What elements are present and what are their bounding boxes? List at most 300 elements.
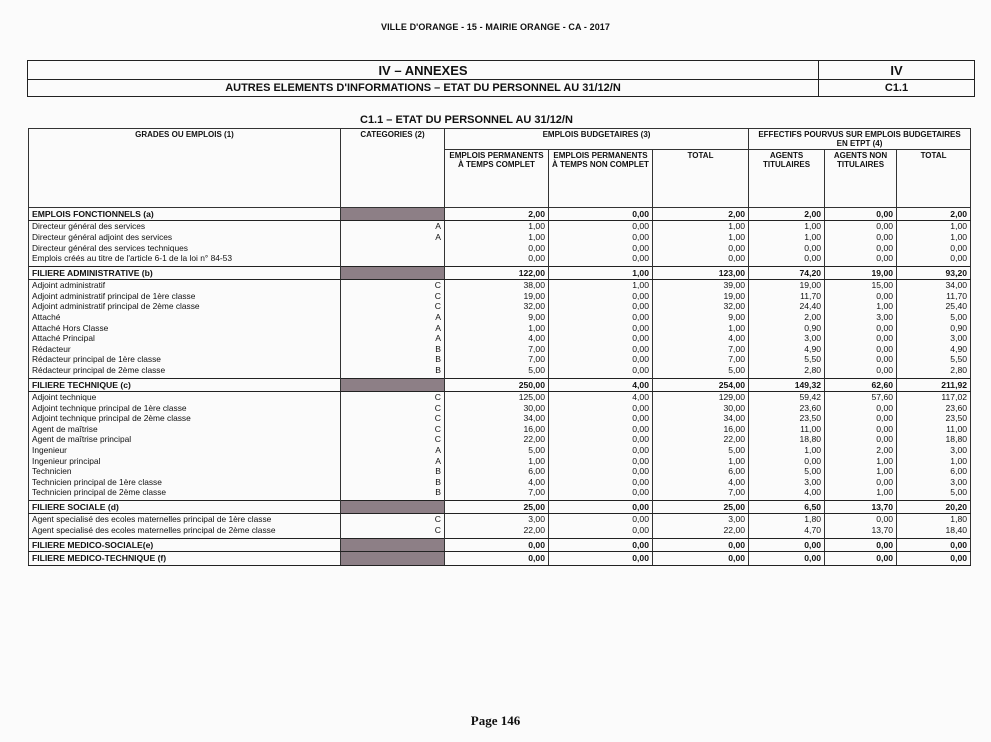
grade-value: 1,00 <box>653 456 749 467</box>
grade-label: Rédacteur principal de 1ère classe <box>29 354 341 365</box>
table-row <box>29 232 971 243</box>
grade-category: B <box>341 477 445 488</box>
header-total-effectifs: TOTAL <box>897 149 971 207</box>
table-row <box>29 301 971 312</box>
section-total-value: 0,00 <box>653 538 749 552</box>
section-total-value: 62,60 <box>825 378 897 392</box>
header-budget-group: EMPLOIS BUDGETAIRES (3) <box>445 129 749 150</box>
grade-value: 0,00 <box>549 253 653 264</box>
grade-category: B <box>341 344 445 355</box>
table-row <box>29 445 971 456</box>
grade-label: Ingenieur principal <box>29 456 341 467</box>
grade-value: 125,00 <box>445 392 549 403</box>
grade-value: 15,00 <box>825 280 897 291</box>
grade-label: Technicien <box>29 466 341 477</box>
grade-value: 34,00 <box>445 413 549 424</box>
section-total-value: 6,50 <box>749 500 825 514</box>
section-total-row <box>29 266 971 280</box>
section-total-value: 0,00 <box>549 207 653 221</box>
grade-label: Attaché Hors Classe <box>29 323 341 334</box>
table-row <box>29 424 971 435</box>
annex-code: IV <box>890 62 903 78</box>
annex-subcode-cell <box>819 80 974 96</box>
section-total-row <box>29 207 971 221</box>
section-total-value: 2,00 <box>897 207 971 221</box>
grade-value: 7,00 <box>653 344 749 355</box>
grade-category: C <box>341 291 445 302</box>
grade-value: 0,00 <box>653 253 749 264</box>
section-label: FILIERE MEDICO-SOCIALE(e) <box>29 538 341 552</box>
section-total-value: 25,00 <box>653 500 749 514</box>
section-total-value: 19,00 <box>825 266 897 280</box>
grade-label: Adjoint administratif <box>29 280 341 291</box>
grade-value: 0,00 <box>897 243 971 254</box>
header-grades: GRADES OU EMPLOIS (1) <box>29 129 341 208</box>
grade-value: 0,00 <box>445 253 549 264</box>
grade-value: 0,00 <box>549 445 653 456</box>
grade-value: 23,60 <box>897 403 971 414</box>
grade-category: C <box>341 413 445 424</box>
grade-value: 7,00 <box>445 344 549 355</box>
header-non-titulaires: AGENTS NON TITULAIRES <box>825 149 897 207</box>
grade-category: C <box>341 424 445 435</box>
grade-value: 30,00 <box>445 403 549 414</box>
grade-value: 0,00 <box>549 354 653 365</box>
section-total-value: 2,00 <box>445 207 549 221</box>
grade-value: 1,00 <box>445 221 549 232</box>
grade-value: 1,00 <box>445 323 549 334</box>
grade-label: Adjoint administratif principal de 1ère classe <box>29 291 341 302</box>
grade-value: 22,00 <box>653 434 749 445</box>
table-row <box>29 525 971 536</box>
grade-value: 19,00 <box>653 291 749 302</box>
grade-value: 0,90 <box>749 323 825 334</box>
grade-category: A <box>341 221 445 232</box>
grade-value: 0,00 <box>825 354 897 365</box>
grade-label: Technicien principal de 1ère classe <box>29 477 341 488</box>
grade-value: 0,00 <box>825 514 897 525</box>
grade-label: Directeur général des services techniques <box>29 243 341 254</box>
grade-value: 7,00 <box>653 354 749 365</box>
grade-value: 3,00 <box>653 514 749 525</box>
grade-value: 0,00 <box>549 333 653 344</box>
grade-value: 5,00 <box>897 487 971 498</box>
grade-value: 0,00 <box>749 243 825 254</box>
section-total-value: 74,20 <box>749 266 825 280</box>
grade-value: 57,60 <box>825 392 897 403</box>
grade-value: 1,00 <box>825 487 897 498</box>
header-perm-complet: EMPLOIS PERMANENTS À TEMPS COMPLET <box>445 149 549 207</box>
grade-value: 0,00 <box>549 477 653 488</box>
grade-category: C <box>341 514 445 525</box>
grade-value: 1,00 <box>653 232 749 243</box>
grade-value: 0,00 <box>897 253 971 264</box>
grade-value: 1,80 <box>749 514 825 525</box>
grade-value: 0,00 <box>549 365 653 376</box>
grade-label: Technicien principal de 2ème classe <box>29 487 341 498</box>
header-effectifs-group: EFFECTIFS POURVUS SUR EMPLOIS BUDGETAIRES EN ETPT (4) <box>749 129 971 150</box>
grade-value: 3,00 <box>897 445 971 456</box>
annex-subtitle: AUTRES ELEMENTS D'INFORMATIONS – ETAT DU PERSONNEL AU 31/12/N <box>225 82 621 94</box>
grade-value: 0,00 <box>549 525 653 536</box>
annex-subtitle-row <box>28 79 974 96</box>
section-total-row <box>29 500 971 514</box>
grade-value: 0,00 <box>549 466 653 477</box>
grade-value: 0,00 <box>549 243 653 254</box>
section-total-value: 0,00 <box>897 552 971 566</box>
table-row <box>29 312 971 323</box>
grade-value: 5,00 <box>897 312 971 323</box>
section-total-value: 0,00 <box>549 500 653 514</box>
grade-value: 16,00 <box>445 424 549 435</box>
grade-value: 34,00 <box>897 280 971 291</box>
table-row <box>29 243 971 254</box>
grade-value: 22,00 <box>653 525 749 536</box>
grade-value: 23,50 <box>749 413 825 424</box>
section-total-row <box>29 538 971 552</box>
annex-subtitle-cell <box>28 80 819 96</box>
section-total-value: 0,00 <box>749 552 825 566</box>
grade-label: Ingenieur <box>29 445 341 456</box>
grade-value: 6,00 <box>445 466 549 477</box>
section-total-value: 0,00 <box>549 552 653 566</box>
grade-value: 0,00 <box>825 333 897 344</box>
grade-label: Attaché <box>29 312 341 323</box>
grade-value: 1,00 <box>549 280 653 291</box>
grade-value: 1,00 <box>749 445 825 456</box>
grade-value: 1,00 <box>897 221 971 232</box>
grade-value: 0,00 <box>825 323 897 334</box>
grade-value: 4,00 <box>445 333 549 344</box>
section-label: EMPLOIS FONCTIONNELS (a) <box>29 207 341 221</box>
grade-value: 5,00 <box>445 445 549 456</box>
grade-label: Rédacteur principal de 2ème classe <box>29 365 341 376</box>
grade-value: 0,00 <box>825 344 897 355</box>
annex-box <box>27 60 975 97</box>
grade-label: Adjoint technique <box>29 392 341 403</box>
grade-value: 11,70 <box>897 291 971 302</box>
grade-value: 0,00 <box>825 434 897 445</box>
section-total-value: 0,00 <box>825 538 897 552</box>
grade-category: C <box>341 525 445 536</box>
grade-value: 4,00 <box>445 477 549 488</box>
grade-category: C <box>341 280 445 291</box>
page-number: Page 146 <box>470 713 521 728</box>
grade-value: 0,00 <box>445 243 549 254</box>
grade-value: 5,50 <box>897 354 971 365</box>
grade-value: 5,00 <box>445 365 549 376</box>
grade-label: Agent specialisé des ecoles maternelles principal de 2ème classe <box>29 525 341 536</box>
grade-category: C <box>341 392 445 403</box>
header-total-budget: TOTAL <box>653 149 749 207</box>
grade-value: 0,00 <box>549 456 653 467</box>
section-total-value: 0,00 <box>653 552 749 566</box>
grade-category: C <box>341 403 445 414</box>
grade-value: 1,00 <box>825 456 897 467</box>
section-total-value: 149,32 <box>749 378 825 392</box>
grade-label: Emplois créés au titre de l'article 6-1 de la loi n° 84-53 <box>29 253 341 264</box>
grade-label: Adjoint administratif principal de 2ème classe <box>29 301 341 312</box>
grade-value: 4,00 <box>653 477 749 488</box>
table-row <box>29 392 971 403</box>
annex-title: IV – ANNEXES <box>378 62 468 78</box>
section-category-shade <box>341 538 445 552</box>
grade-label: Agent de maîtrise <box>29 424 341 435</box>
grade-value: 30,00 <box>653 403 749 414</box>
grade-value: 0,90 <box>897 323 971 334</box>
grade-value: 6,00 <box>897 466 971 477</box>
section-total-value: 0,00 <box>825 552 897 566</box>
grade-value: 0,00 <box>825 253 897 264</box>
grade-value: 7,00 <box>445 354 549 365</box>
grade-value: 0,00 <box>549 424 653 435</box>
grade-value: 24,40 <box>749 301 825 312</box>
grade-category: C <box>341 434 445 445</box>
section-total-value: 1,00 <box>549 266 653 280</box>
grade-value: 0,00 <box>825 232 897 243</box>
table-row <box>29 253 971 264</box>
section-total-value: 2,00 <box>653 207 749 221</box>
section-label: FILIERE TECHNIQUE (c) <box>29 378 341 392</box>
grade-value: 7,00 <box>445 487 549 498</box>
grade-value: 0,00 <box>549 323 653 334</box>
grade-value: 2,00 <box>825 445 897 456</box>
header-categories: CATEGORIES (2) <box>341 129 445 208</box>
grade-value: 129,00 <box>653 392 749 403</box>
annex-code-cell <box>819 61 974 79</box>
grade-value: 9,00 <box>445 312 549 323</box>
section-total-value: 4,00 <box>549 378 653 392</box>
grade-category: B <box>341 487 445 498</box>
grade-value: 3,00 <box>825 312 897 323</box>
grade-value: 9,00 <box>653 312 749 323</box>
table-row <box>29 413 971 424</box>
grade-value: 2,80 <box>897 365 971 376</box>
grade-value: 0,00 <box>825 291 897 302</box>
section-total-value: 0,00 <box>749 538 825 552</box>
grade-value: 4,00 <box>749 487 825 498</box>
grade-value: 0,00 <box>825 413 897 424</box>
grade-value: 2,80 <box>749 365 825 376</box>
table-row <box>29 323 971 334</box>
grade-value: 23,60 <box>749 403 825 414</box>
grade-value: 0,00 <box>549 514 653 525</box>
grade-value: 32,00 <box>653 301 749 312</box>
table-row <box>29 514 971 525</box>
grade-value: 0,00 <box>549 413 653 424</box>
grade-category <box>341 243 445 254</box>
grade-value: 4,70 <box>749 525 825 536</box>
annex-title-cell <box>28 61 819 79</box>
section-total-value: 0,00 <box>445 538 549 552</box>
annex-title-row <box>28 61 974 79</box>
grade-label: Attaché Principal <box>29 333 341 344</box>
grade-value: 11,00 <box>749 424 825 435</box>
grade-value: 0,00 <box>825 403 897 414</box>
grade-value: 38,00 <box>445 280 549 291</box>
grade-value: 0,00 <box>549 403 653 414</box>
grade-value: 25,40 <box>897 301 971 312</box>
grade-value: 22,00 <box>445 525 549 536</box>
table-row <box>29 365 971 376</box>
section-total-row <box>29 378 971 392</box>
table-row <box>29 466 971 477</box>
document-header: VILLE D'ORANGE - 15 - MAIRIE ORANGE - CA - 2017 <box>380 22 611 32</box>
grade-value: 1,00 <box>445 456 549 467</box>
grade-value: 1,00 <box>897 232 971 243</box>
grade-value: 5,50 <box>749 354 825 365</box>
grade-value: 1,00 <box>653 323 749 334</box>
grade-category: A <box>341 232 445 243</box>
grade-label: Adjoint technique principal de 2ème classe <box>29 413 341 424</box>
grade-value: 1,80 <box>897 514 971 525</box>
grade-label: Agent de maîtrise principal <box>29 434 341 445</box>
grade-value: 1,00 <box>897 456 971 467</box>
section-total-value: 93,20 <box>897 266 971 280</box>
grade-value: 3,00 <box>445 514 549 525</box>
table-caption: C1.1 – ETAT DU PERSONNEL AU 31/12/N <box>360 114 573 126</box>
grade-value: 0,00 <box>549 221 653 232</box>
section-total-row <box>29 552 971 566</box>
section-category-shade <box>341 552 445 566</box>
section-total-value: 0,00 <box>445 552 549 566</box>
grade-value: 117,02 <box>897 392 971 403</box>
grade-value: 0,00 <box>653 243 749 254</box>
grade-value: 19,00 <box>445 291 549 302</box>
section-total-value: 123,00 <box>653 266 749 280</box>
grade-value: 18,80 <box>897 434 971 445</box>
grade-value: 13,70 <box>825 525 897 536</box>
table-row <box>29 344 971 355</box>
grade-label: Adjoint technique principal de 1ère classe <box>29 403 341 414</box>
grade-value: 0,00 <box>749 456 825 467</box>
grade-label: Directeur général des services <box>29 221 341 232</box>
section-total-value: 13,70 <box>825 500 897 514</box>
section-category-shade <box>341 207 445 221</box>
section-total-value: 250,00 <box>445 378 549 392</box>
grade-value: 22,00 <box>445 434 549 445</box>
section-label: FILIERE MEDICO-TECHNIQUE (f) <box>29 552 341 566</box>
grade-value: 1,00 <box>445 232 549 243</box>
grade-category: A <box>341 312 445 323</box>
grade-value: 16,00 <box>653 424 749 435</box>
grade-value: 1,00 <box>749 232 825 243</box>
header-perm-non-complet: EMPLOIS PERMANENTS À TEMPS NON COMPLET <box>549 149 653 207</box>
table-row <box>29 221 971 232</box>
grade-value: 5,00 <box>653 365 749 376</box>
grade-value: 2,00 <box>749 312 825 323</box>
grade-category: A <box>341 323 445 334</box>
grade-category: B <box>341 466 445 477</box>
grade-value: 23,50 <box>897 413 971 424</box>
staff-table <box>28 128 971 566</box>
grade-value: 0,00 <box>749 253 825 264</box>
grade-value: 0,00 <box>549 312 653 323</box>
table-row <box>29 477 971 488</box>
grade-value: 0,00 <box>549 344 653 355</box>
grade-category: B <box>341 354 445 365</box>
table-row <box>29 333 971 344</box>
grade-value: 6,00 <box>653 466 749 477</box>
grade-value: 3,00 <box>749 477 825 488</box>
section-total-value: 211,92 <box>897 378 971 392</box>
grade-value: 7,00 <box>653 487 749 498</box>
section-total-value: 254,00 <box>653 378 749 392</box>
grade-value: 3,00 <box>897 477 971 488</box>
grade-value: 5,00 <box>749 466 825 477</box>
grade-value: 0,00 <box>549 487 653 498</box>
grade-label: Directeur général adjoint des services <box>29 232 341 243</box>
grade-category: C <box>341 301 445 312</box>
grade-value: 3,00 <box>897 333 971 344</box>
table-head <box>29 129 971 208</box>
grade-value: 5,00 <box>653 445 749 456</box>
grade-value: 18,80 <box>749 434 825 445</box>
grade-value: 0,00 <box>825 365 897 376</box>
grade-value: 0,00 <box>549 434 653 445</box>
grade-value: 0,00 <box>825 424 897 435</box>
grade-value: 34,00 <box>653 413 749 424</box>
grade-category <box>341 253 445 264</box>
table-body <box>29 207 971 565</box>
grade-value: 19,00 <box>749 280 825 291</box>
table-row <box>29 280 971 291</box>
annex-subcode: C1.1 <box>884 82 909 94</box>
section-label: FILIERE ADMINISTRATIVE (b) <box>29 266 341 280</box>
grade-value: 1,00 <box>749 221 825 232</box>
section-total-value: 2,00 <box>749 207 825 221</box>
section-label: FILIERE SOCIALE (d) <box>29 500 341 514</box>
grade-value: 32,00 <box>445 301 549 312</box>
grade-value: 1,00 <box>825 466 897 477</box>
table-row <box>29 487 971 498</box>
grade-label: Agent specialisé des ecoles maternelles principal de 1ère classe <box>29 514 341 525</box>
grade-value: 0,00 <box>825 221 897 232</box>
grade-value: 0,00 <box>825 477 897 488</box>
table-row <box>29 354 971 365</box>
grade-category: A <box>341 456 445 467</box>
section-total-value: 25,00 <box>445 500 549 514</box>
header-titulaires: AGENTS TITULAIRES <box>749 149 825 207</box>
grade-value: 0,00 <box>549 232 653 243</box>
header-row-1 <box>29 129 971 150</box>
grade-value: 1,00 <box>825 301 897 312</box>
section-total-value: 122,00 <box>445 266 549 280</box>
table-row <box>29 456 971 467</box>
grade-value: 39,00 <box>653 280 749 291</box>
grade-value: 59,42 <box>749 392 825 403</box>
grade-value: 4,90 <box>749 344 825 355</box>
grade-category: B <box>341 365 445 376</box>
table-row <box>29 403 971 414</box>
section-total-value: 0,00 <box>825 207 897 221</box>
table-row <box>29 434 971 445</box>
section-category-shade <box>341 266 445 280</box>
section-category-shade <box>341 378 445 392</box>
grade-value: 0,00 <box>549 301 653 312</box>
grade-value: 4,90 <box>897 344 971 355</box>
grade-category: A <box>341 333 445 344</box>
grade-value: 4,00 <box>549 392 653 403</box>
grade-value: 11,70 <box>749 291 825 302</box>
grade-value: 0,00 <box>825 243 897 254</box>
grade-category: A <box>341 445 445 456</box>
grade-value: 3,00 <box>749 333 825 344</box>
grade-label: Rédacteur <box>29 344 341 355</box>
section-category-shade <box>341 500 445 514</box>
grade-value: 4,00 <box>653 333 749 344</box>
section-total-value: 20,20 <box>897 500 971 514</box>
